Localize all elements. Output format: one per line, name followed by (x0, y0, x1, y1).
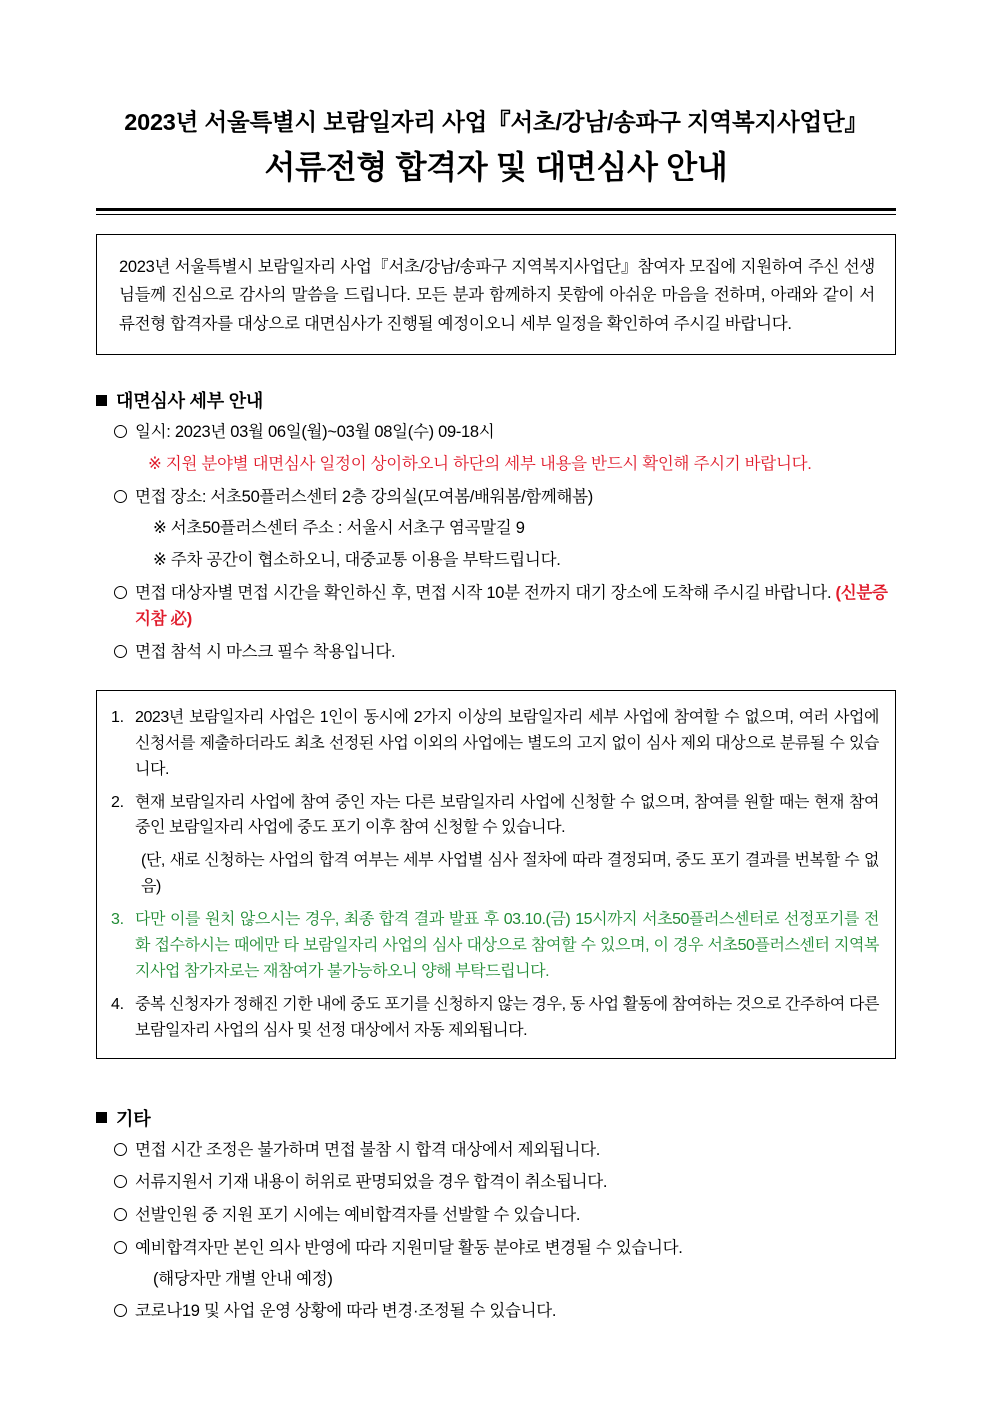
title-line-2: 서류전형 합격자 및 대면심사 안내 (264, 149, 728, 186)
interview-arrival-text (135, 580, 896, 633)
etc-section (96, 1105, 896, 1325)
notice-item-2-text: 현재 보람일자리 사업에 참여 중인 자는 다른 보람일자리 사업에 신청할 수 없으며, 참여를 원할 때는 현재 참여 중인 보람일자리 사업에 중도 포기 이후 참여 신청할 수 있습니다. (135, 793, 879, 837)
interview-datetime-text: 일시: 2023년 03월 06일(월)~03월 08일(수) 09-18시 (135, 423, 495, 442)
circle-bullet-icon (114, 1175, 127, 1188)
interview-id-required-emphasis: (신분증 지참 必) (135, 583, 888, 629)
interview-datetime-row (96, 419, 896, 446)
intro-box (96, 234, 896, 355)
notice-item-2-number: 2. (111, 793, 124, 811)
interview-address-note: ※ 서초50플러스센터 주소 : 서울시 서초구 염곡말길 9 (153, 519, 525, 538)
circle-bullet-icon (114, 1241, 127, 1254)
interview-section (96, 387, 896, 666)
interview-location-text: 면접 장소: 서초50플러스센터 2층 강의실(모여봄/배워봄/함께해봄) (135, 487, 593, 506)
notice-item-1-text: 2023년 보람일자리 사업은 1인이 동시에 2가지 이상의 보람일자리 세부 사업에 참여할 수 없으며, 여러 사업에 신청서를 제출하더라도 최초 선정된 사업 이외의 사업에는 별도의 고지 없이 심사 제외 대상으로 분류될 수 있습니다. (135, 708, 879, 778)
filled-square-icon (96, 1112, 107, 1123)
filled-square-icon (96, 395, 107, 406)
etc-item-5-text: 코로나19 및 사업 운영 상황에 따라 변경·조정될 수 있습니다. (135, 1302, 557, 1321)
interview-section-heading-label: 대면심사 세부 안내 (116, 391, 264, 412)
circle-bullet-icon (114, 586, 127, 599)
circle-bullet-icon (114, 1208, 127, 1221)
notice-item-1 (111, 705, 879, 783)
circle-bullet-icon (114, 1143, 127, 1156)
interview-datetime-warning: ※ 지원 분야별 대면심사 일정이 상이하오니 하단의 세부 내용을 반드시 확인해 주시기 바랍니다. (148, 454, 812, 473)
interview-arrival-row (96, 580, 896, 633)
notice-item-4 (111, 992, 879, 1044)
etc-item-5-row (96, 1298, 896, 1325)
etc-item-1-text: 면접 시간 조정은 불가하며 면접 불참 시 합격 대상에서 제외됩니다. (135, 1140, 601, 1159)
interview-section-heading (96, 387, 896, 413)
etc-item-1-row (96, 1137, 896, 1164)
circle-bullet-icon (114, 490, 127, 503)
notice-item-3 (111, 907, 879, 985)
notice-item-2-parenthetical: (단, 새로 신청하는 사업의 합격 여부는 세부 사업별 심사 절차에 따라 결정되며, 중도 포기 결과를 번복할 수 없음) (141, 852, 879, 896)
etc-item-4-text: 예비합격자만 본인 의사 반영에 따라 지원미달 활동 분야로 변경될 수 있습니다. (135, 1238, 683, 1257)
etc-item-2-text: 서류지원서 기재 내용이 허위로 판명되었을 경우 합격이 취소됩니다. (135, 1173, 608, 1192)
circle-bullet-icon (114, 425, 127, 438)
page-title (0, 0, 992, 189)
title-divider (96, 208, 896, 215)
interview-mask-text: 면접 참석 시 마스크 필수 착용입니다. (135, 643, 396, 662)
etc-item-3-row (96, 1202, 896, 1229)
etc-item-4-note: (해당자만 개별 안내 예정) (153, 1269, 333, 1288)
etc-item-4-row (96, 1235, 896, 1262)
interview-mask-row (96, 639, 896, 666)
etc-item-2-row (96, 1169, 896, 1196)
interview-parking-note: ※ 주차 공간이 협소하오니, 대중교통 이용을 부탁드립니다. (153, 550, 561, 569)
title-line-1: 2023년 서울특별시 보람일자리 사업『서초/강남/송파구 지역복지사업단』 (124, 109, 868, 135)
notice-item-2 (111, 790, 879, 842)
notice-item-4-text: 중복 신청자가 정해진 기한 내에 중도 포기를 신청하지 않는 경우, 동 사업 활동에 참여하는 것으로 간주하여 다른 보람일자리 사업의 심사 및 선정 대상에서 자동 제외됩니다. (135, 995, 879, 1039)
etc-section-heading (96, 1105, 896, 1131)
circle-bullet-icon (114, 1304, 127, 1317)
circle-bullet-icon (114, 645, 127, 658)
interview-arrival-main: 면접 대상자별 면접 시간을 확인하신 후, 면접 시작 10분 전까지 대기 장소에 도착해 주시길 바랍니다. (135, 583, 836, 602)
notice-item-1-number: 1. (111, 708, 124, 726)
interview-location-row (96, 484, 896, 511)
intro-paragraph: 2023년 서울특별시 보람일자리 사업『서초/강남/송파구 지역복지사업단』참여자 모집에 지원하여 주신 선생님들께 진심으로 감사의 말씀을 드립니다. 모든 분과 함께하지 못함에 아쉬운 마음을 전하며, 아래와 같이 서류전형 합격자를 대상으로 대면심사가 진행될 예정이오니 세부 일정을 확인하여 주시길 바랍니다. (119, 257, 875, 333)
etc-item-3-text: 선발인원 중 지원 포기 시에는 예비합격자를 선발할 수 있습니다. (135, 1206, 581, 1225)
notice-box (96, 690, 896, 1059)
notice-item-4-number: 4. (111, 995, 124, 1013)
notice-item-3-text: 다만 이를 원치 않으시는 경우, 최종 합격 결과 발표 후 03.10.(금) 15시까지 서초50플러스센터로 선정포기를 전화 접수하시는 때에만 타 보람일자리 사업의 심사 대상으로 참여할 수 있으며, 이 경우 서초50플러스센터 지역복지사업 참가자로는 재참여가 불가능하오니 양해 부탁드립니다. (135, 911, 879, 980)
notice-item-3-number: 3. (111, 911, 124, 929)
etc-section-heading-label: 기타 (116, 1108, 151, 1129)
